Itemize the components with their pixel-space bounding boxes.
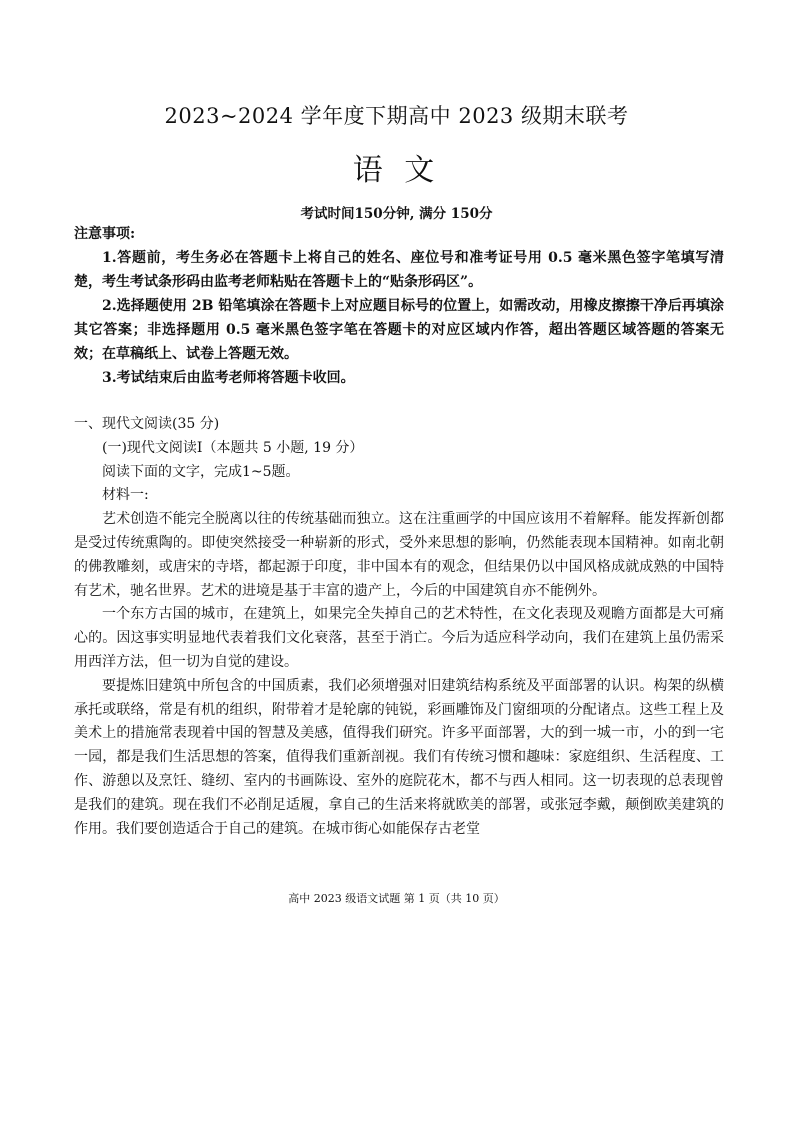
material-paragraph-3: 要提炼旧建筑中所包含的中国质素，我们必须增强对旧建筑结构系统及平面部署的认识。构架的纵横承托或联络，常是有机的组织，附带着才是轮廓的钝锐，彩画雕饰及门窗细项的分配诸点。这些工程上及美术上的措施常表现着中国的智慧及美感，值得我们研究。许多平面部署，大的到一城一市，小的到一宅一园，都是我们生活思想的答案，值得我们重新剖视。我们有传统习惯和趣味：家庭组织、生活程度、工作、游憩以及烹饪、缝纫、室内的书画陈设、室外的庭院花木，都不与西人相同。这一切表现的总表现曾是我们的建筑。现在我们不必削足适履，拿自己的生活来将就欧美的部署，或张冠李戴，颠倒欧美建筑的作用。我们要创造适合于自己的建筑。在城市街心如能保存古老堂 — [74, 677, 724, 837]
section-instruction: 阅读下面的文字，完成1~5题。 — [102, 463, 300, 480]
reading-section — [74, 413, 724, 841]
notes-heading: 注意事项: — [74, 226, 136, 242]
section-subtitle: (一)现代文阅读Ⅰ（本题共 5 小题, 19 分） — [102, 439, 364, 456]
note-item-1: 1.答题前，考生务必在答题卡上将自己的姓名、座位号和准考证号用 0.5 毫米黑色签字笔填写清楚，考生考试条形码由监考老师粘贴在答题卡上的“贴条形码区”。 — [74, 250, 724, 290]
material-label: 材料一: — [102, 487, 149, 504]
note-item-3: 3.考试结束后由监考老师将答题卡收回。 — [102, 370, 355, 386]
material-paragraph-2: 一个东方古国的城市，在建筑上，如果完全失掉自己的艺术特性，在文化表现及观瞻方面都是大可痛心的。因这事实明显地代表着我们文化衰落，甚至于消亡。今后为适应科学动向，我们在建筑上虽仍需采用西洋方法，但一切为自觉的建设。 — [74, 606, 724, 670]
notes-section — [74, 222, 724, 390]
section-title: 一、现代文阅读(35 分) — [74, 416, 220, 432]
exam-info: 考试时间150分钟, 满分 150分 — [300, 206, 493, 222]
page-footer: 高中 2023 级语文试题 第 1 页（共 10 页） — [288, 892, 505, 905]
note-item-2: 2.选择题使用 2B 铅笔填涂在答题卡上对应题目标号的位置上，如需改动，用橡皮擦擦干净后再填涂其它答案；非选择题用 0.5 毫米黑色签字笔在答题卡的对应区域内作答，超出答题区域答题的答案无效；在草稿纸上、试卷上答题无效。 — [74, 298, 724, 362]
subject-title: 语 文 — [352, 153, 441, 188]
material-paragraph-1: 艺术创造不能完全脱离以往的传统基础而独立。这在注重画学的中国应该用不着解释。能发挥新创都是受过传统熏陶的。即使突然接受一种崭新的形式，受外来思想的影响，仍然能表现本国精神。如南北朝的佛教雕刻，或唐宋的寺塔，都起源于印度，非中国本有的观念，但结果仍以中国风格成就成熟的中国特有艺术，驰名世界。艺术的进境是基于丰富的遗产上，今后的中国建筑自亦不能例外。 — [74, 511, 724, 599]
exam-title: 2023~2024 学年度下期高中 2023 级期末联考 — [164, 104, 629, 128]
